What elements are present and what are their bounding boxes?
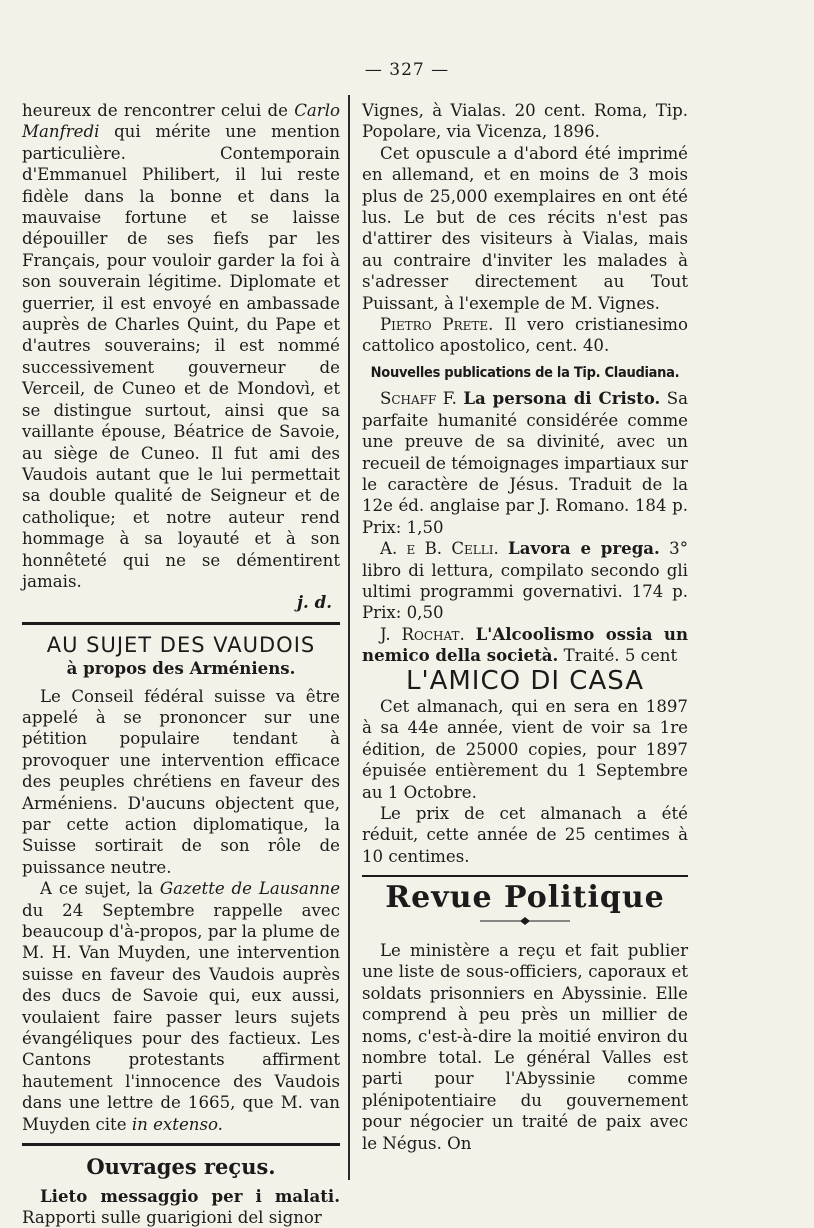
schaff-title: La persona di Cristo. — [463, 388, 660, 408]
lieto-title: Lieto messaggio per i malati. — [40, 1186, 340, 1206]
amico-title: L'AMICO DI CASA — [362, 671, 688, 692]
rochat-name: J. Rochat. — [380, 625, 465, 644]
celli-name: A. e B. Celli. — [380, 539, 499, 558]
intro-text: heureux de rencontrer celui de — [22, 101, 288, 120]
section-rule-3 — [362, 875, 688, 877]
lieto-rest: Rapporti sulle guarigioni del signor — [22, 1208, 322, 1227]
section-subtitle: à propos des Arméniens. — [22, 658, 340, 679]
rochat-entry — [362, 624, 688, 667]
revue-title: Revue Politique — [362, 887, 688, 908]
section-title-vaudois: AU SUJET DES VAUDOIS — [22, 635, 340, 656]
left-column — [22, 100, 340, 1228]
gazette-extenso: in extenso. — [132, 1115, 223, 1134]
column-divider — [348, 95, 350, 1180]
celli-rest: 3° libro di lettura, compilato secondo gli ultimi programmi governativi. 174 p. Prix: 0,50 — [362, 539, 688, 622]
prete-name: Pietro Prete. — [380, 315, 493, 334]
page-number: — 327 — — [0, 60, 814, 80]
paragraph-conseil: Le Conseil fédéral suisse va être appelé à se prononcer sur une pétition populaire tendant à provoquer une intervention efficace des peuples chrétiens en faveur des Arméniens. D'aucuns objectent que, par cette action diplomatique, la Suisse sortirait de son rôle de puissance neutre. — [22, 686, 340, 879]
lieto-entry — [22, 1186, 340, 1228]
ouvrages-title: Ouvrages reçus. — [22, 1156, 340, 1177]
vignes-continuation: Vignes, à Vialas. 20 cent. Roma, Tip. Popolare, via Vicenza, 1896. — [362, 100, 688, 143]
section-rule — [22, 622, 340, 625]
prete-rest: Il vero cristianesimo cattolico apostolico, cent. 40. — [362, 315, 688, 355]
schaff-name: Schaff F. — [380, 389, 457, 408]
prete-entry — [362, 314, 688, 357]
rochat-rest: Traité. 5 cent — [564, 646, 678, 665]
gazette-intro: A ce sujet, la — [40, 879, 153, 898]
right-column — [362, 100, 688, 1154]
nouvelles-heading: Nouvelles publications de la Tip. Claudiana. — [362, 363, 688, 384]
paragraph-opuscule: Cet opuscule a d'abord été imprimé en allemand, et en moins de 3 mois plus de 25,000 exemplaires en ont été lus. Le but de ces récits n'est pas d'attirer des visiteurs à Vialas, mais au contraire d'inviter les malades à s'adresser directement au Tout Puissant, à l'exemple de M. Vignes. — [362, 143, 688, 314]
intro-rest: qui mérite une mention particulière. Contemporain d'Emmanuel Philibert, il lui reste fidèle dans la bonne et dans la mauvaise fortune et se laisse dépouiller de ses fiefs par les Français, pour vouloir garder la foi à son souverain légitime. Diplomate et guerrier, il est envoyé en ambassade auprès de Charles Quint, du Pape et d'autres souverains; il est nommé successivement gouverneur de Verceil, de Cuneo et de Mondovì, et se distingue surtout, ainsi que sa vaillante épouse, Béatrice de Savoie, au siège de Cuneo. Il fut ami des Vaudois autant que le lui permettait sa double qualité de Seigneur et de catholique; et notre auteur rend hommage à sa loyauté et à son honnêteté qui ne se démentirent jamais. — [22, 122, 340, 591]
gazette-body: du 24 Septembre rappelle avec beaucoup d'à-propos, par la plume de M. H. Van Muyden, une intervention suisse en faveur des Vaudois auprès des ducs de Savoie qui, eux aussi, voulaient faire passer leurs sujets évangéliques pour des factieux. Les Cantons protestants affirment hautement l'innocence des Vaudois dans une lettre de 1665, que M. van Muyden cite — [22, 901, 340, 1134]
article-signature: j. d. — [22, 592, 340, 613]
gazette-name: Gazette de Lausanne — [160, 879, 340, 898]
section-rule-2 — [22, 1143, 340, 1146]
celli-title: Lavora e prega. — [508, 538, 660, 558]
intro-name: Carlo Manfredi — [22, 101, 340, 141]
rochat-title: L'Alcoolismo ossia un nemico della società. — [362, 624, 688, 665]
amico-paragraph-2: Le prix de cet almanach a été réduit, cette année de 25 centimes à 10 centimes. — [362, 803, 688, 867]
celli-entry — [362, 538, 688, 624]
schaff-entry — [362, 388, 688, 538]
schaff-rest: Sa parfaite humanité considérée comme une preuve de sa divinité, avec un recueil de témoignages impartiaux sur le caractère de Jésus. Traduit de la 12e éd. anglaise par J. Romano. 184 p. Prix: 1,50 — [362, 389, 688, 536]
paragraph-gazette — [22, 878, 340, 1135]
amico-paragraph-1: Cet almanach, qui en sera en 1897 à sa 44e année, vient de voir sa 1re édition, de 25000 copies, pour 1897 épuisée entièrement du 1 Septembre au 1 Octobre. — [362, 696, 688, 803]
revue-paragraph-1: Le ministère a reçu et fait publier une liste de sous-officiers, caporaux et soldats prisonniers en Abyssinie. Elle comprend à peu près un millier de noms, c'est-à-dire la moitié environ du nombre total. Le général Valles est parti pour l'Abyssinie comme plénipotentiaire du gouvernement pour négocier un traité de paix avec le Négus. On — [362, 940, 688, 1154]
article-continuation — [22, 100, 340, 592]
